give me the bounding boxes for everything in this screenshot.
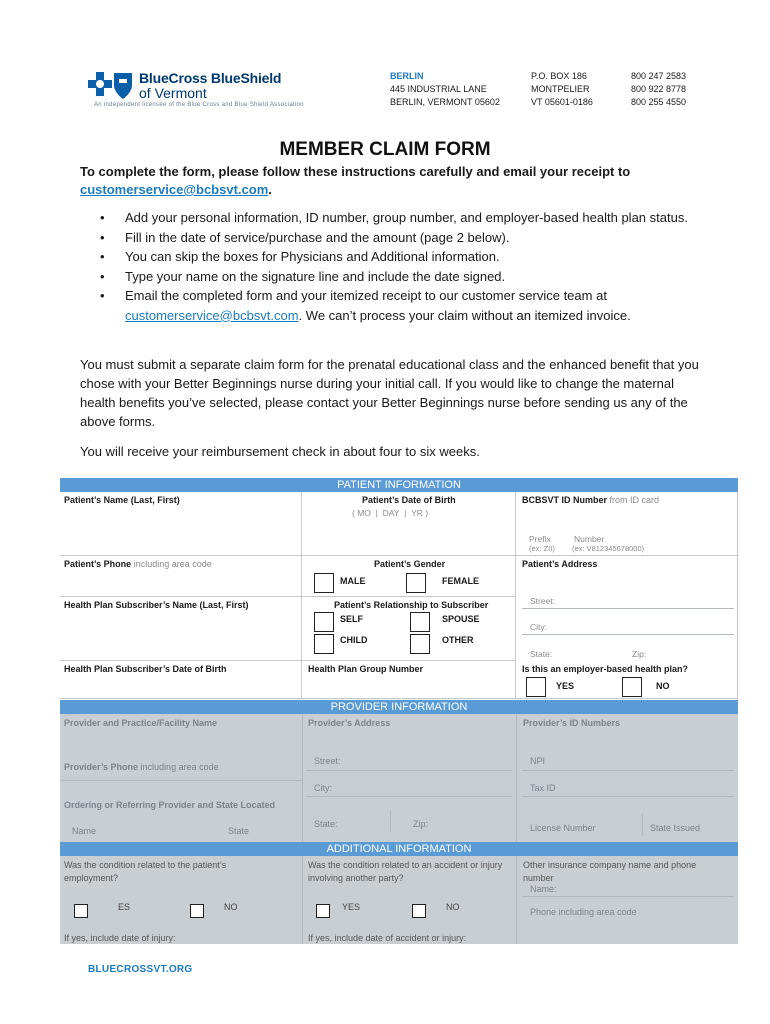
state-label: State: (530, 649, 553, 659)
subscriber-dob-label: Health Plan Subscriber’s Date of Birth (64, 664, 227, 674)
dob-yr: YR (411, 508, 423, 518)
intro-end: . (268, 182, 272, 197)
provider-state: State: (314, 819, 338, 829)
provider-divider-2 (516, 714, 517, 842)
phone-3: 800 255 4550 (631, 97, 687, 107)
ordering-state: State (228, 826, 250, 836)
additional-info-band: ADDITIONAL INFORMATION (60, 842, 738, 856)
insurance-name-line (522, 896, 734, 897)
insurance-name-label: Name: (530, 884, 557, 894)
employer-yes-checkbox[interactable] (526, 677, 546, 697)
provider-city-line (306, 796, 512, 797)
city-label: City: (530, 622, 547, 632)
male-checkbox[interactable] (314, 573, 334, 593)
provider-phone-line (60, 780, 302, 781)
dob-parts: ( MO | DAY | YR ) (352, 508, 429, 518)
address-label: Patient’s Address (522, 559, 598, 569)
phone-hint: including area code (133, 559, 212, 569)
additional-divider-2 (516, 856, 517, 944)
employer-yes-label: YES (556, 681, 575, 691)
patient-dob-label: Patient’s Date of Birth (362, 495, 456, 505)
provider-npi: NPI (530, 756, 546, 766)
intro-sentence: To complete the form, please follow these instructions carefully and email your receipt to (80, 164, 631, 179)
spouse-label: SPOUSE (442, 614, 480, 624)
street-line (522, 608, 734, 609)
male-label: MALE (340, 576, 366, 586)
address-street: 445 INDUSTRIAL LANE (390, 84, 487, 94)
email-link-2[interactable]: customerservice@bcbsvt.com (125, 307, 299, 323)
patient-gender-cell (302, 556, 516, 597)
employer-plan-cell (516, 661, 738, 699)
provider-zip: Zip: (413, 819, 429, 829)
id-label: BCBSVT ID Number (522, 495, 608, 505)
phone-label: Patient’s Phone (64, 559, 132, 569)
list-item (80, 286, 700, 325)
accident-yes-checkbox[interactable] (316, 904, 330, 918)
child-checkbox[interactable] (314, 634, 334, 654)
footer-url[interactable]: BLUECROSSVT.ORG (88, 964, 193, 975)
claim-form (60, 478, 738, 944)
other-label: OTHER (442, 635, 474, 645)
list-item: • Type your name on the signature line and include the date signed. (80, 267, 700, 287)
provider-info-band: PROVIDER INFORMATION (60, 700, 738, 714)
relationship-cell (302, 597, 516, 661)
address-pobox (531, 70, 593, 109)
injury-date-label: If yes, include date of injury: (64, 933, 176, 943)
self-checkbox[interactable] (314, 612, 334, 632)
provider-name-label: Provider and Practice/Facility Name (64, 718, 218, 728)
provider-street: Street: (314, 756, 341, 766)
employment-yes-checkbox[interactable] (74, 904, 88, 918)
id-prefix-ex: (ex: ZII) (529, 544, 555, 553)
other-checkbox[interactable] (410, 634, 430, 654)
pobox-city: MONTPELIER (531, 84, 590, 94)
dob-mo: MO (357, 508, 371, 518)
other-insurance-question: Other insurance company name and phone number (523, 860, 697, 883)
zip-label: Zip: (632, 649, 647, 659)
employment-no-label: NO (224, 902, 238, 912)
provider-license: License Number (530, 823, 596, 833)
accident-yes-label: YES (342, 902, 361, 912)
street-label: Street: (530, 596, 556, 606)
provider-address-label: Provider’s Address (308, 718, 391, 728)
provider-phone-hint: including area code (140, 762, 219, 772)
address-berlin (390, 70, 500, 109)
address-city: BERLIN (390, 71, 424, 81)
page-title: MEMBER CLAIM FORM (279, 139, 491, 160)
id-number-ex: (ex: V812345678000) (572, 544, 645, 553)
id-hint: from ID card (609, 495, 660, 505)
phone-1: 800 247 2583 (631, 71, 687, 81)
provider-ids-label: Provider’s ID Numbers (523, 718, 621, 728)
instruction-list (80, 208, 700, 325)
subscriber-label: Health Plan Subscriber’s Name (Last, First) (64, 600, 249, 610)
state-zip-divider (390, 810, 391, 832)
accident-no-label: NO (446, 902, 460, 912)
group-label: Health Plan Group Number (308, 664, 424, 674)
relationship-label: Patient’s Relationship to Subscriber (334, 600, 489, 610)
subscriber-dob-cell[interactable] (60, 661, 302, 699)
provider-city: City: (314, 783, 332, 793)
ordering-provider-label: Ordering or Referring Provider and State Located (64, 800, 276, 810)
license-divider (642, 814, 643, 836)
list-item: • Fill in the date of service/purchase and the amount (page 2 below). (80, 228, 700, 248)
ordering-name: Name (72, 826, 97, 836)
provider-divider-1 (302, 714, 303, 842)
list-item: • You can skip the boxes for Physicians and Additional information. (80, 247, 700, 267)
dob-day: DAY (382, 508, 400, 518)
id-number: Number (574, 534, 605, 544)
id-prefix: Prefix (529, 534, 551, 544)
address-citystate: BERLIN, VERMONT 05602 (390, 97, 500, 107)
logo-line2: of Vermont (139, 85, 207, 101)
patient-info-band: PATIENT INFORMATION (60, 478, 738, 492)
pobox-zip: VT 05601-0186 (531, 97, 593, 107)
additional-divider-1 (302, 856, 303, 944)
intro-text (80, 163, 700, 199)
employment-no-checkbox[interactable] (190, 904, 204, 918)
subscriber-name-cell[interactable] (60, 597, 302, 661)
gender-label: Patient’s Gender (374, 559, 446, 569)
employment-question: Was the condition related to the patient’s employment? (64, 860, 227, 883)
female-label: FEMALE (442, 576, 479, 586)
patient-dob-cell[interactable] (302, 492, 516, 556)
child-label: CHILD (340, 635, 368, 645)
phone-2: 800 922 8778 (631, 84, 687, 94)
accident-question: Was the condition related to an accident or injury involving another party? (308, 860, 503, 883)
accident-date-label: If yes, include date of accident or injury: (308, 933, 467, 943)
employer-no-checkbox[interactable] (622, 677, 642, 697)
patient-id-cell[interactable] (516, 492, 738, 556)
insurance-phone-label: Phone including area code (530, 907, 637, 917)
email-link[interactable]: customerservice@bcbsvt.com (80, 182, 269, 197)
bullet5-pre: Email the completed form and your itemized receipt to our customer service team at (125, 288, 607, 303)
group-number-cell[interactable] (302, 661, 516, 699)
spouse-checkbox[interactable] (410, 612, 430, 632)
provider-street-line (306, 770, 512, 771)
employer-label: Is this an employer-based health plan? (522, 664, 689, 674)
city-line (522, 634, 734, 635)
female-checkbox[interactable] (406, 573, 426, 593)
bullet5-post: . We can’t process your claim without an itemized invoice. (298, 307, 631, 323)
accident-no-checkbox[interactable] (412, 904, 426, 918)
provider-phone-label: Provider’s Phone (64, 762, 139, 772)
list-item: • Add your personal information, ID number, group number, and employer-based health plan status. (80, 208, 700, 228)
logo-tagline: An independent licensee of the Blue Cross and Blue Shield Association (94, 102, 304, 108)
cross-shield-icon (88, 70, 136, 102)
phone-numbers (631, 70, 686, 109)
provider-state-issued: State Issued (650, 823, 701, 833)
patient-name-cell[interactable] (60, 492, 302, 556)
patient-name-label: Patient’s Name (Last, First) (64, 495, 180, 505)
bcbsvt-logo (88, 68, 304, 112)
pobox: P.O. BOX 186 (531, 71, 587, 81)
employment-yes-label: ES (118, 902, 131, 912)
self-label: SELF (340, 614, 364, 624)
provider-tax-id: Tax ID (530, 783, 556, 793)
provider-section (60, 714, 738, 842)
employer-no-label: NO (656, 681, 670, 691)
logo-line1: BlueCross BlueShield (139, 70, 282, 86)
reimbursement-paragraph: You will receive your reimbursement check in about four to six weeks. (80, 444, 480, 459)
provider-npi-line (522, 770, 734, 771)
patient-phone-cell[interactable] (60, 556, 302, 597)
prenatal-paragraph: You must submit a separate claim form for the prenatal educational class and the enhanced benefit that you chose with your Better Beginnings nurse during your initial call. If you would like to change the maternal health benefits you’ve selected, please contact your Better Beginnings nurse before sending us any of the above forms. (80, 357, 699, 429)
provider-tax-line (522, 796, 734, 797)
